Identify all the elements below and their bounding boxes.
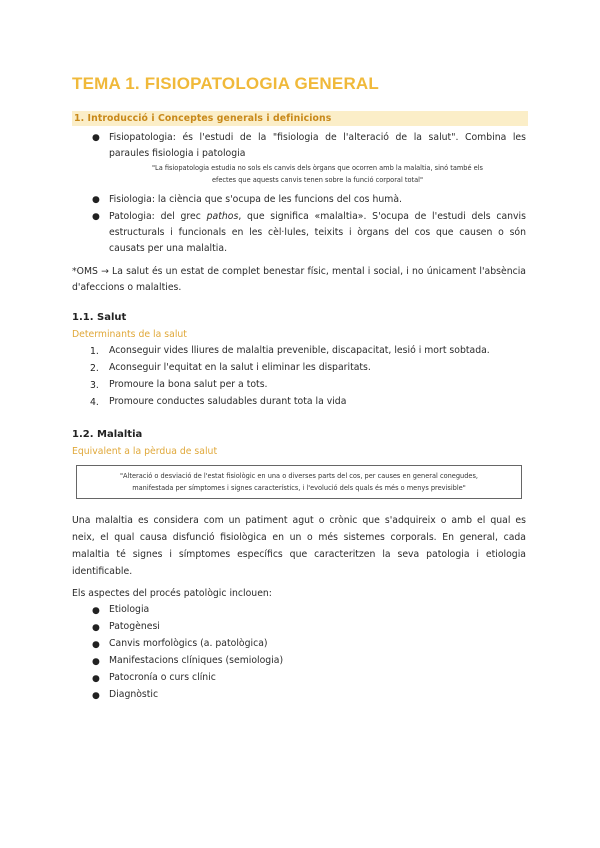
section-1-1-subheading: Determinants de la salut	[72, 329, 187, 340]
aspect-item: Patogènesi	[109, 621, 160, 632]
paragraph-line: identificable.	[72, 566, 133, 577]
bullet-icon: ●	[92, 623, 100, 633]
bullet-text-part: Patologia: del grec	[109, 211, 207, 222]
bullet-icon: ●	[92, 657, 100, 667]
list-item: Aconseguir l'equitat en la salut i eliminar les disparitats.	[109, 362, 371, 373]
section-1-heading: 1. Introducció i Conceptes generals i definicions	[72, 111, 528, 126]
paragraph-line: Una malaltia es considera com un patiment agut o crònic que s'adquireix o amb el qual es	[72, 515, 526, 526]
section-1-2-subheading: Equivalent a la pèrdua de salut	[72, 446, 218, 457]
bullet-text: Fisiologia: la ciència que s'ocupa de les funcions del cos humà.	[109, 194, 402, 205]
definition-quote-line: manifestada per símptomes i signes característics, i l'evolució dels quals és més o menys previsible"	[132, 484, 466, 492]
aspects-intro: Els aspectes del procés patològic inclouen:	[72, 588, 272, 599]
note-quote-line: efectes que aquests canvis tenen sobre la funció corporal total"	[211, 176, 424, 184]
bullet-icon: ●	[92, 133, 100, 143]
italic-term: pathos	[206, 211, 239, 222]
definition-quote-line: "Alteració o desviació de l'estat fisiològic en una o diverses parts del cos, per causes en general conegudes,	[120, 472, 478, 480]
aspect-item: Manifestacions clíniques (semiologia)	[109, 655, 284, 666]
list-item: Promoure conductes saludables durant tota la vida	[109, 396, 347, 407]
aspect-item: Etiologia	[109, 604, 150, 615]
bullet-icon: ●	[92, 691, 100, 701]
bullet-icon: ●	[92, 674, 100, 684]
bullet-text: estructurals i funcionals en les cèl·lules, teixits i òrgans del cos que causen o són	[109, 227, 526, 238]
page-title: TEMA 1. FISIOPATOLOGIA GENERAL	[72, 74, 379, 93]
section-1-2-heading: 1.2. Malaltia	[72, 429, 143, 440]
note-quote-line: "La fisiopatologia estudia no sols els canvis dels òrgans que ocorren amb la malaltia, sinó també els	[152, 164, 483, 172]
bullet-icon: ●	[92, 212, 100, 222]
section-1-1-heading: 1.1. Salut	[72, 312, 127, 323]
bullet-text: Fisiopatologia: és l'estudi de la "fisiologia de l'alteració de la salut". Combina les	[109, 132, 526, 143]
oms-definition: *OMS → La salut és un estat de complet benestar físic, mental i social, i no únicament l'absència	[72, 266, 526, 277]
list-number: 1.	[90, 346, 99, 357]
bullet-icon: ●	[92, 195, 100, 205]
list-item: Aconseguir vides lliures de malaltia prevenible, discapacitat, lesió i mort sobtada.	[109, 345, 490, 356]
bullet-text: paraules fisiologia i patologia	[109, 148, 246, 159]
definition-quote	[80, 470, 518, 494]
list-number: 4.	[90, 397, 99, 408]
bullet-text-part: , que significa «malaltia». S'ocupa de l'estudi dels canvis	[238, 211, 526, 222]
bullet-text: causats per una malaltia.	[109, 243, 228, 254]
aspect-item: Patocronía o curs clínic	[109, 672, 216, 683]
bullet-icon: ●	[92, 640, 100, 650]
aspect-item: Diagnòstic	[109, 689, 159, 700]
bullet-icon: ●	[92, 606, 100, 616]
aspect-item: Canvis morfològics (a. patològica)	[109, 638, 268, 649]
paragraph-line: malaltia té signes i símptomes específics que caracteritzen la seva patologia i etiologia	[72, 549, 526, 560]
oms-definition: d'afeccions o malalties.	[72, 282, 182, 293]
paragraph-line: neix, el qual causa disfunció fisiològica en un o més sistemes corporals. En general, cada	[72, 532, 526, 543]
list-item: Promoure la bona salut per a tots.	[109, 379, 268, 390]
list-number: 3.	[90, 380, 99, 391]
list-number: 2.	[90, 363, 99, 374]
bullet-text	[109, 209, 526, 225]
